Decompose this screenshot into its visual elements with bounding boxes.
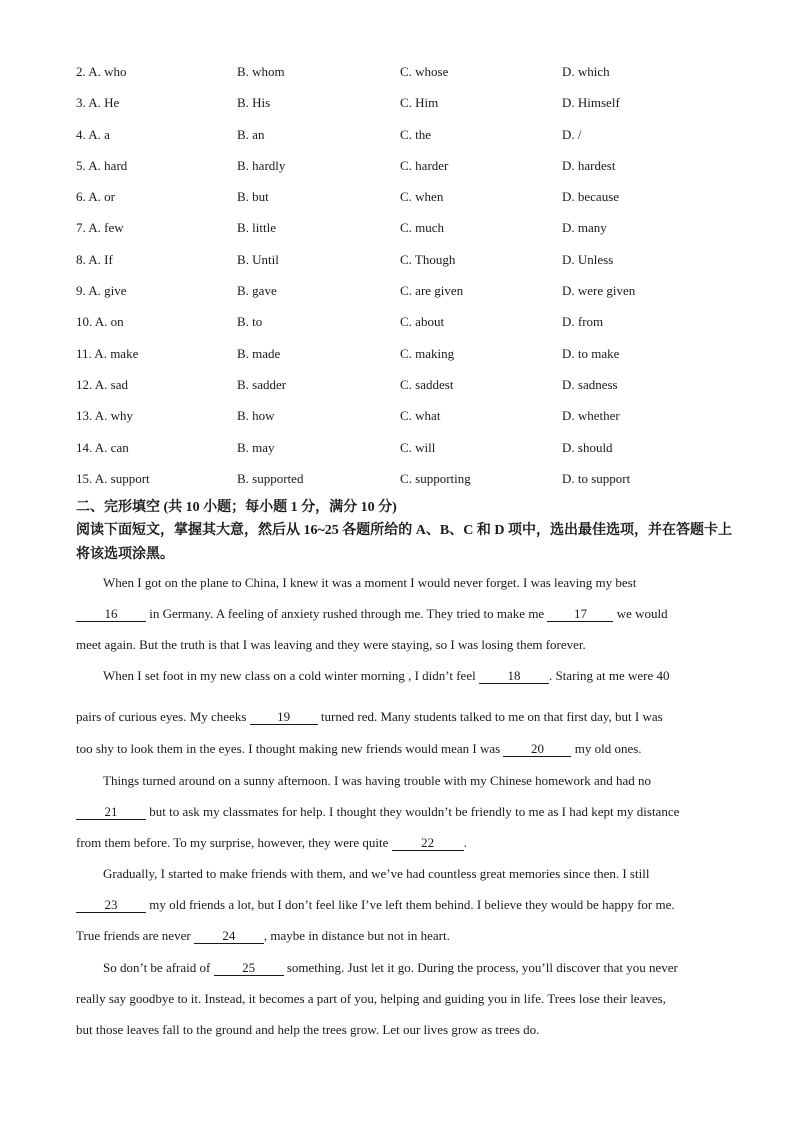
option-b: B. whom <box>237 64 285 79</box>
paragraph-line: really say goodbye to it. Instead, it becomes a part of you, helping and guiding you in life. Trees lose their leaves, <box>76 991 666 1007</box>
passage-paragraph-4 <box>76 858 718 952</box>
answer-blank-18: 18 <box>479 668 549 684</box>
option-c: C. saddest <box>400 376 454 392</box>
paragraph-line <box>76 827 718 858</box>
option-c: C. Though <box>400 251 456 267</box>
paragraph-line: meet again. But the truth is that I was leaving and they were staying, so I was losing them forever. <box>76 637 586 653</box>
paragraph-line: Things turned around on a sunny afternoon. I was having trouble with my Chinese homework and had no <box>103 773 652 788</box>
option-b: B. hardly <box>237 157 286 173</box>
option-c: C. supporting <box>400 470 471 486</box>
option-b: B. little <box>237 220 276 236</box>
option-b: B. to <box>237 314 263 330</box>
paragraph-text: , maybe in distance but not in heart. <box>263 928 450 944</box>
option-b: B. His <box>237 95 271 111</box>
option-a: 9. A. give <box>76 283 127 299</box>
option-row <box>0 405 794 436</box>
option-d: D. whether <box>562 408 620 424</box>
passage-paragraph-1 <box>76 567 718 661</box>
option-d: D. Unless <box>562 251 614 267</box>
answer-blank-24: 24 <box>194 928 264 944</box>
option-a: 13. A. why <box>76 408 134 424</box>
paragraph-text: pairs of curious eyes. My cheeks <box>76 709 247 725</box>
options-table <box>0 61 794 499</box>
paragraph-text: too shy to look them in the eyes. I thought making new friends would mean I was <box>76 741 501 757</box>
option-d: D. sadness <box>562 376 618 392</box>
option-row <box>0 124 794 155</box>
option-a: 11. A. make <box>76 345 139 361</box>
paragraph-line: Gradually, I started to make friends with them, and we’ve had countless great memories since then. I still <box>103 866 650 881</box>
option-a: 3. A. He <box>76 95 120 111</box>
answer-blank-22: 22 <box>392 835 464 851</box>
option-row <box>0 343 794 374</box>
paragraph-line <box>76 733 718 764</box>
option-c: C. whose <box>400 64 449 79</box>
option-a: 10. A. on <box>76 314 124 330</box>
option-row <box>0 61 794 92</box>
option-c: C. the <box>400 126 432 142</box>
paragraph-line <box>76 920 718 951</box>
option-a: 5. A. hard <box>76 157 128 173</box>
option-row <box>0 249 794 280</box>
option-row <box>0 437 794 468</box>
paragraph-text: my old friends a lot, but I don’t feel like I’ve left them behind. I believe they would be happy for me. <box>149 897 675 913</box>
paragraph-text: but to ask my classmates for help. I thought they wouldn’t be friendly to me as I had kept my distance <box>149 804 680 820</box>
paragraph-text: something. Just let it go. During the process, you’ll discover that you never <box>286 960 678 975</box>
paragraph-text: from them before. To my surprise, however, they were quite <box>76 835 389 851</box>
option-d: D. should <box>562 439 613 455</box>
answer-blank-23: 23 <box>76 897 146 913</box>
answer-blank-17: 17 <box>547 606 613 622</box>
option-b: B. how <box>237 408 275 424</box>
option-d: D. to make <box>562 345 620 361</box>
option-c: C. much <box>400 220 445 236</box>
option-row <box>0 280 794 311</box>
answer-blank-19: 19 <box>250 709 318 725</box>
option-c: C. harder <box>400 157 449 173</box>
paragraph-line <box>76 889 718 920</box>
paragraph-text: we would <box>616 606 668 622</box>
option-d: D. many <box>562 220 607 236</box>
option-a: 2. A. who <box>76 64 127 79</box>
option-row <box>0 155 794 186</box>
option-b: B. made <box>237 345 281 361</box>
paragraph-line <box>76 598 718 629</box>
section-instruction: 阅读下面短文，掌握其大意，然后从 16~25 各题所给的 A、B、C 和 D 项中，选出最佳选项，并在答题卡上将该选项涂黑。 <box>76 523 732 562</box>
paragraph-line <box>76 660 718 691</box>
option-c: C. are given <box>400 283 464 299</box>
option-b: B. sadder <box>237 376 287 392</box>
passage-paragraph-5 <box>76 952 718 1046</box>
option-b: B. but <box>237 189 269 205</box>
paragraph-text: True friends are never <box>76 928 191 944</box>
option-c: C. making <box>400 345 455 361</box>
option-b: B. may <box>237 439 275 455</box>
option-c: C. what <box>400 408 441 424</box>
answer-blank-25: 25 <box>214 960 284 976</box>
option-a: 14. A. can <box>76 439 129 455</box>
option-d: D. / <box>562 126 582 142</box>
option-row <box>0 92 794 123</box>
option-c: C. will <box>400 439 436 455</box>
answer-blank-21: 21 <box>76 804 146 820</box>
answer-blank-16: 16 <box>76 606 146 622</box>
option-d: D. to support <box>562 470 631 486</box>
passage-paragraph-3 <box>76 765 718 859</box>
option-d: D. because <box>562 189 620 205</box>
section-title: 二、完形填空 (共 10 小题；每小题 1 分，满分 10 分) <box>76 500 397 515</box>
paragraph-line <box>76 952 718 983</box>
paragraph-text: So don’t be afraid of <box>103 960 211 975</box>
option-b: B. Until <box>237 251 279 267</box>
option-d: D. Himself <box>562 95 620 111</box>
paragraph-text: . <box>463 835 467 851</box>
option-a: 12. A. sad <box>76 376 128 392</box>
paragraph-text: When I set foot in my new class on a cold winter morning , I didn’t feel <box>103 668 476 683</box>
option-b: B. an <box>237 126 265 142</box>
paragraph-text: in Germany. A feeling of anxiety rushed through me. They tried to make me <box>149 606 545 622</box>
option-a: 4. A. a <box>76 126 110 142</box>
paragraph-line: When I got on the plane to China, I knew it was a moment I would never forget. I was leaving my best <box>103 575 637 590</box>
option-row <box>0 311 794 342</box>
option-b: B. supported <box>237 470 304 486</box>
answer-blank-20: 20 <box>503 741 571 757</box>
paragraph-text: . Staring at me were 40 <box>548 668 670 683</box>
option-a: 15. A. support <box>76 470 150 486</box>
option-row <box>0 374 794 405</box>
option-row <box>0 186 794 217</box>
option-a: 7. A. few <box>76 220 124 236</box>
option-d: D. which <box>562 64 610 79</box>
option-d: D. were given <box>562 283 636 299</box>
paragraph-text: my old ones. <box>574 741 642 757</box>
option-c: C. about <box>400 314 445 330</box>
paragraph-line <box>76 691 718 733</box>
option-a: 6. A. or <box>76 189 115 205</box>
paragraph-line <box>76 796 718 827</box>
paragraph-text: turned red. Many students talked to me on that first day, but I was <box>320 709 663 725</box>
option-row <box>0 468 794 499</box>
option-b: B. gave <box>237 283 277 299</box>
option-d: D. from <box>562 314 604 330</box>
paragraph-line: but those leaves fall to the ground and help the trees grow. Let our lives grow as trees do. <box>76 1022 540 1038</box>
option-row <box>0 217 794 248</box>
option-c: C. Him <box>400 95 439 111</box>
option-a: 8. A. If <box>76 251 113 267</box>
option-c: C. when <box>400 189 444 205</box>
option-d: D. hardest <box>562 157 616 173</box>
passage-paragraph-2 <box>76 660 718 764</box>
